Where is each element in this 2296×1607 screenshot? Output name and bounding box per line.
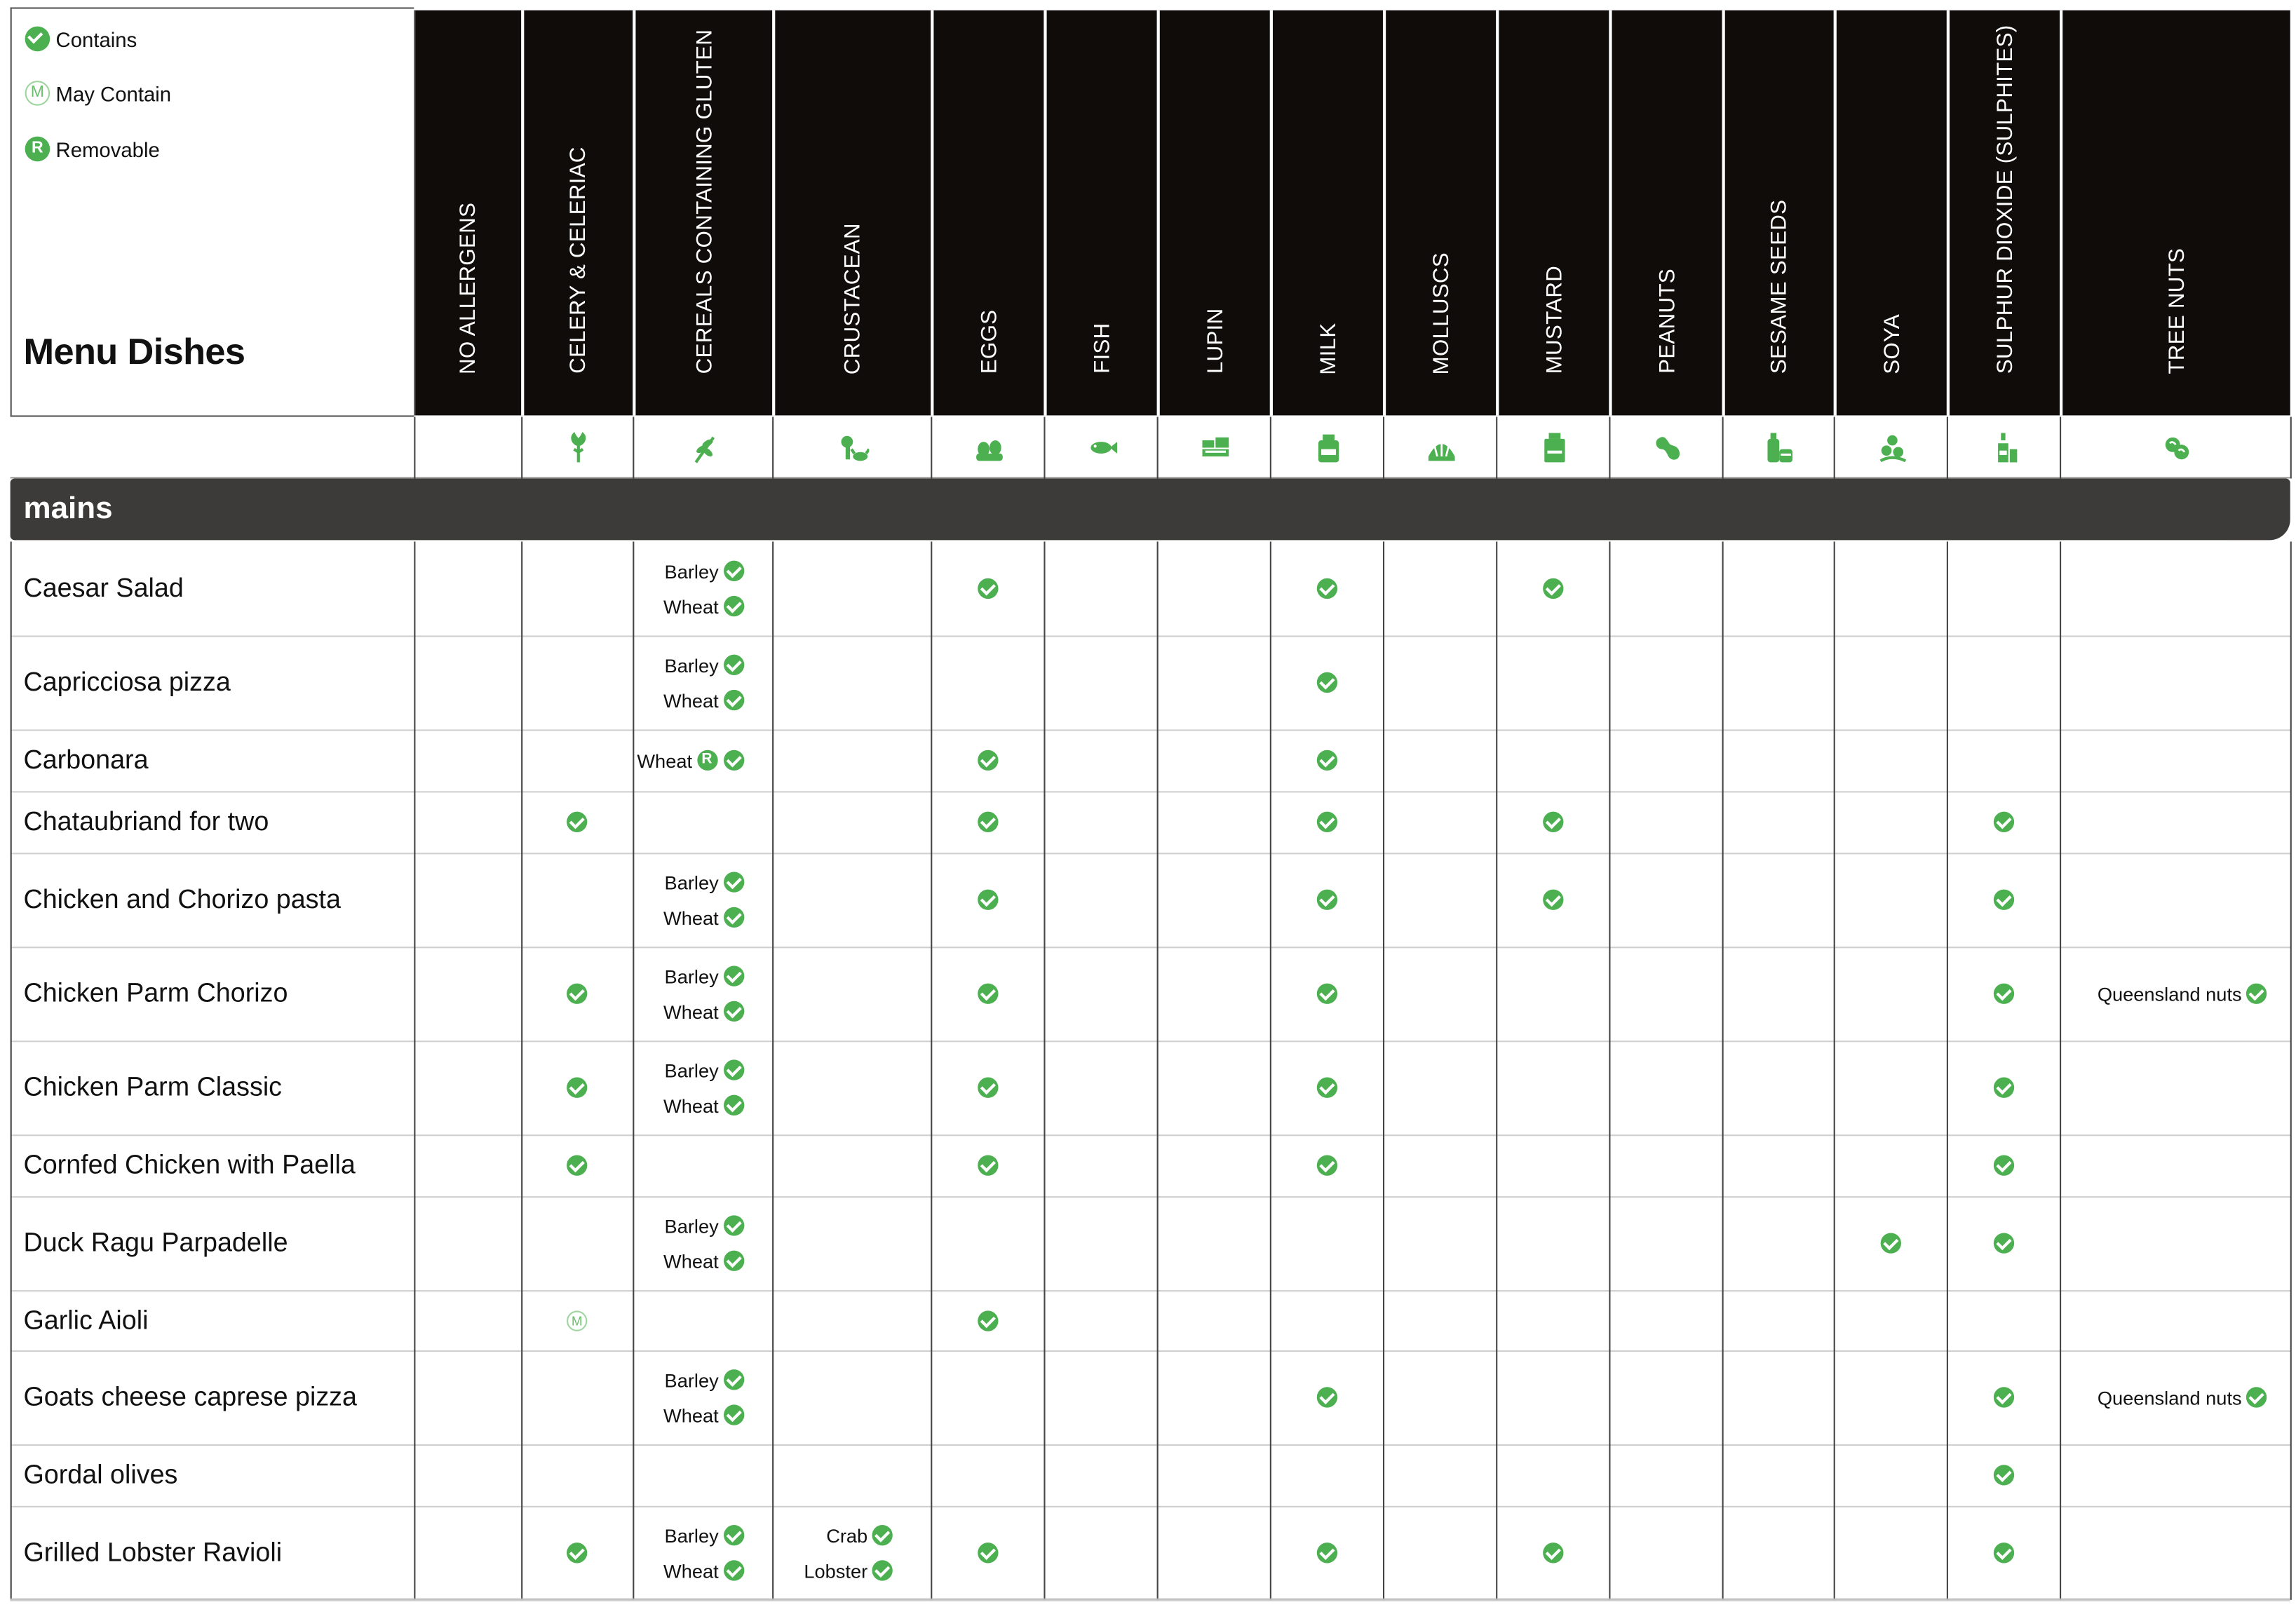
allergen-detail <box>804 1559 892 1582</box>
contains-check-icon <box>723 1001 743 1022</box>
allergen-icon-cell <box>772 417 932 479</box>
contains-check-icon <box>1316 1542 1337 1563</box>
peanuts-icon <box>1651 431 1683 463</box>
allergen-detail <box>665 1368 744 1391</box>
legend-contains-label: Contains <box>55 27 137 51</box>
contains-check-icon <box>1993 1387 2013 1407</box>
column-divider <box>1383 541 1384 1599</box>
table-row <box>11 791 2290 854</box>
contains-check-icon <box>567 812 587 832</box>
contains-check-icon <box>1316 750 1337 771</box>
allergen-detail <box>637 749 743 772</box>
tree-nuts-icon <box>2160 431 2192 463</box>
contains-check-icon <box>1316 1078 1337 1098</box>
column-divider <box>414 541 415 1599</box>
table-row <box>11 1134 2290 1198</box>
allergen-detail-text: Barley <box>664 1524 719 1547</box>
contains-check-icon <box>1993 890 2013 910</box>
allergen-detail <box>663 595 743 618</box>
contains-check-icon <box>2246 1387 2267 1407</box>
contains-check-icon <box>1542 578 1562 599</box>
allergen-icon-cell <box>931 417 1045 479</box>
table-row <box>11 541 2290 637</box>
contains-check-icon <box>723 750 743 771</box>
dish-name: Gordal olives <box>23 1459 178 1489</box>
allergen-detail <box>663 689 743 712</box>
allergen-detail-text: Queensland nuts <box>2097 982 2242 1005</box>
table-left-border <box>11 541 12 1599</box>
contains-check-icon <box>1880 1233 1900 1253</box>
removable-icon: R <box>25 137 50 162</box>
dish-name: Duck Ragu Parpadelle <box>23 1228 288 1257</box>
contains-check-icon <box>1316 890 1337 910</box>
allergen-detail <box>2098 1385 2267 1409</box>
allergen-detail <box>663 1559 743 1582</box>
dish-name: Caesar Salad <box>23 573 184 603</box>
table-row <box>11 635 2290 731</box>
allergen-detail-text: Wheat <box>663 1000 719 1023</box>
allergen-detail <box>826 1524 893 1547</box>
contains-check-icon <box>1993 1542 2013 1563</box>
allergen-icon-cell <box>2060 417 2292 479</box>
dish-name: Chicken Parm Classic <box>23 1072 283 1102</box>
contains-check-icon <box>1316 1387 1337 1407</box>
allergen-detail-text: Barley <box>664 965 719 987</box>
allergen-header-12 <box>1834 11 1947 416</box>
contains-check-icon <box>977 890 997 910</box>
contains-check-icon <box>723 1215 743 1235</box>
allergen-icon-cell <box>1157 417 1271 479</box>
sesame-icon <box>1763 431 1795 463</box>
celery-icon <box>562 431 595 463</box>
allergen-icon-cell <box>1383 417 1497 479</box>
contains-check-icon <box>723 1059 743 1080</box>
allergen-header-label: NO ALLERGENS <box>456 202 481 374</box>
allergen-detail-text: Barley <box>664 1214 719 1237</box>
contains-check-icon <box>25 27 50 52</box>
soya-icon <box>1875 431 1907 463</box>
contains-check-icon <box>723 872 743 892</box>
allergen-icon-cell <box>633 417 774 479</box>
allergen-detail <box>665 1214 744 1237</box>
allergen-header-14 <box>2060 11 2290 416</box>
allergen-detail-text: Barley <box>664 1369 719 1391</box>
contains-check-icon <box>567 1078 587 1098</box>
allergen-detail-text: Barley <box>664 653 719 677</box>
contains-check-icon <box>977 1078 997 1098</box>
column-divider <box>2290 541 2292 1599</box>
allergen-header-0 <box>414 11 521 416</box>
mustard-icon <box>1538 431 1570 463</box>
eggs-icon <box>973 431 1005 463</box>
allergen-header-11 <box>1722 11 1834 416</box>
allergen-detail <box>663 1094 743 1117</box>
column-divider <box>1947 541 1948 1599</box>
allergen-detail <box>665 1058 744 1081</box>
contains-check-icon <box>1316 812 1337 832</box>
allergen-header-13 <box>1947 11 2060 416</box>
fish-icon <box>1086 431 1118 463</box>
lupin-icon <box>1198 431 1231 463</box>
contains-check-icon <box>872 1525 892 1545</box>
column-divider <box>2060 541 2061 1599</box>
allergen-detail-text: Wheat <box>663 1249 719 1272</box>
allergen-detail-text: Wheat <box>663 1404 719 1426</box>
may-contain-icon: M <box>25 81 50 106</box>
contains-check-icon <box>1993 1155 2013 1176</box>
contains-check-icon <box>872 1560 892 1580</box>
contains-check-icon <box>723 1525 743 1545</box>
allergen-detail <box>663 1249 743 1272</box>
column-divider <box>1834 541 1835 1599</box>
allergen-detail-text: Wheat <box>663 689 719 712</box>
section-bar <box>11 478 2290 540</box>
dish-name: Carbonara <box>23 745 149 775</box>
contains-check-icon <box>977 1155 997 1176</box>
column-divider <box>633 541 634 1599</box>
column-divider <box>1157 541 1159 1599</box>
dish-name: Chicken and Chorizo pasta <box>23 884 341 914</box>
allergen-detail <box>2098 982 2267 1005</box>
table-row <box>11 1506 2290 1601</box>
column-divider <box>772 541 774 1599</box>
contains-check-icon <box>977 1542 997 1563</box>
contains-check-icon <box>723 596 743 616</box>
table-bottom-border <box>11 1599 2290 1600</box>
contains-check-icon <box>723 1095 743 1116</box>
legend-may-contain-label: May Contain <box>55 81 172 105</box>
page-title: Menu Dishes <box>23 332 245 373</box>
allergen-detail-text: Barley <box>664 1059 719 1081</box>
allergen-header-2 <box>633 11 772 416</box>
molluscs-icon <box>1425 431 1457 463</box>
allergen-detail-text: Queensland nuts <box>2097 1386 2242 1409</box>
allergen-detail <box>665 870 744 893</box>
contains-check-icon <box>1542 812 1562 832</box>
allergen-header-label: SESAME SEEDS <box>1767 200 1792 374</box>
icon-row-end-line <box>2290 417 2292 479</box>
allergen-icon-cell <box>521 417 634 479</box>
allergen-header-3 <box>772 11 931 416</box>
contains-check-icon <box>1993 1078 2013 1098</box>
allergen-header-label: FISH <box>1089 323 1114 374</box>
legend-may-contain <box>25 81 171 106</box>
allergen-icon-cell <box>414 417 522 479</box>
table-row <box>11 1290 2290 1352</box>
allergen-header-label: LUPIN <box>1202 308 1228 374</box>
allergen-detail-text: Crab <box>826 1524 868 1547</box>
contains-check-icon <box>1542 1542 1562 1563</box>
allergen-icon-cell <box>1947 417 2061 479</box>
dish-name: Capricciosa pizza <box>23 667 231 697</box>
allergen-detail <box>663 1403 743 1426</box>
contains-check-icon <box>977 578 997 599</box>
removable-icon: R <box>696 750 717 771</box>
contains-check-icon <box>1993 812 2013 832</box>
allergen-icon-row <box>11 417 2290 479</box>
contains-check-icon <box>723 655 743 675</box>
allergen-header-1 <box>521 11 633 416</box>
allergen-icon-cell <box>1609 417 1723 479</box>
allergen-header-label: CRUSTACEAN <box>840 222 866 374</box>
milk-icon <box>1311 431 1344 463</box>
table-row <box>11 1350 2290 1446</box>
section-title: mains <box>23 491 113 526</box>
crustacean-icon <box>837 431 869 463</box>
column-divider <box>931 541 932 1599</box>
contains-check-icon <box>1993 1465 2013 1485</box>
dish-name: Chicken Parm Chorizo <box>23 978 288 1008</box>
allergen-detail-text: Wheat <box>663 1559 719 1582</box>
legend-removable-label: Removable <box>55 137 160 161</box>
allergen-detail <box>665 653 744 677</box>
contains-check-icon <box>1316 984 1337 1004</box>
dish-name: Goats cheese caprese pizza <box>23 1381 357 1411</box>
dish-name: Chataubriand for two <box>23 806 269 836</box>
dish-name: Grilled Lobster Ravioli <box>23 1537 283 1567</box>
column-divider <box>1722 541 1724 1599</box>
legend-panel <box>11 7 414 416</box>
allergen-icon-cell <box>1834 417 1948 479</box>
allergen-detail <box>665 964 744 987</box>
allergen-header-label: MILK <box>1315 322 1341 374</box>
contains-check-icon <box>723 965 743 986</box>
allergen-header-label: SOYA <box>1879 314 1905 374</box>
allergen-header-label: CEREALS CONTAINING GLUTEN <box>691 29 717 374</box>
contains-check-icon <box>977 1310 997 1330</box>
wheat-icon <box>688 431 720 463</box>
contains-check-icon <box>1316 1155 1337 1176</box>
allergen-header-8 <box>1383 11 1496 416</box>
allergen-detail <box>665 1524 744 1547</box>
allergen-detail-text: Lobster <box>804 1559 868 1582</box>
table-row <box>11 853 2290 948</box>
contains-check-icon <box>1316 578 1337 599</box>
allergen-detail <box>665 560 744 583</box>
contains-check-icon <box>977 750 997 771</box>
allergen-icon-cell <box>1722 417 1835 479</box>
contains-check-icon <box>1316 672 1337 693</box>
contains-check-icon <box>723 1369 743 1390</box>
contains-check-icon <box>977 984 997 1004</box>
contains-check-icon <box>723 1560 743 1580</box>
allergen-header-label: TREE NUTS <box>2163 248 2189 374</box>
allergen-header-label: EGGS <box>976 310 1001 374</box>
allergen-header-10 <box>1609 11 1722 416</box>
allergen-header-9 <box>1496 11 1609 416</box>
allergen-detail <box>663 1000 743 1023</box>
column-divider <box>1609 541 1610 1599</box>
allergen-detail-text: Wheat <box>663 1094 719 1117</box>
dish-name: Garlic Aioli <box>23 1305 149 1334</box>
allergen-icon-cell <box>1496 417 1610 479</box>
allergen-header-label: PEANUTS <box>1654 269 1680 374</box>
sulphites-icon <box>1989 431 2021 463</box>
allergen-detail-text: Barley <box>664 871 719 893</box>
allergen-header-label: SULPHUR DIOXIDE (SULPHITES) <box>1992 25 2018 374</box>
table-row <box>11 1196 2290 1291</box>
allergen-detail <box>663 906 743 929</box>
contains-check-icon <box>723 907 743 928</box>
dish-name: Cornfed Chicken with Paella <box>23 1150 356 1180</box>
contains-check-icon <box>2246 984 2267 1004</box>
contains-check-icon <box>1993 1233 2013 1253</box>
column-divider <box>1270 541 1271 1599</box>
allergen-header-label: CELERY & CELERIAC <box>566 147 591 374</box>
allergen-detail-text: Wheat <box>637 749 693 772</box>
column-divider <box>1044 541 1045 1599</box>
contains-check-icon <box>567 984 587 1004</box>
allergen-icon-cell <box>1044 417 1158 479</box>
contains-check-icon <box>567 1155 587 1176</box>
allergen-detail-text: Wheat <box>663 595 719 618</box>
table-row <box>11 1444 2290 1507</box>
allergen-detail-text: Wheat <box>663 906 719 929</box>
allergen-header-label: MUSTARD <box>1541 266 1567 374</box>
allergen-header-4 <box>931 11 1044 416</box>
legend-contains <box>25 27 137 52</box>
allergen-detail-text: Barley <box>664 560 719 583</box>
contains-check-icon <box>977 812 997 832</box>
contains-check-icon <box>723 561 743 581</box>
table-row <box>11 1040 2290 1136</box>
allergen-header-7 <box>1270 11 1383 416</box>
contains-check-icon <box>723 690 743 710</box>
allergen-icon-cell <box>1270 417 1384 479</box>
column-divider <box>521 541 522 1599</box>
contains-check-icon <box>723 1251 743 1271</box>
table-row <box>11 729 2290 792</box>
allergen-header-label: MOLLUSCS <box>1428 252 1454 374</box>
contains-check-icon <box>567 1542 587 1563</box>
allergen-header-6 <box>1157 11 1270 416</box>
legend-removable <box>25 137 160 162</box>
contains-check-icon <box>1542 890 1562 910</box>
may-contain-icon: M <box>567 1310 587 1330</box>
column-divider <box>1496 541 1497 1599</box>
table-row <box>11 947 2290 1042</box>
allergen-header-5 <box>1044 11 1156 416</box>
contains-check-icon <box>723 1404 743 1425</box>
contains-check-icon <box>1993 984 2013 1004</box>
